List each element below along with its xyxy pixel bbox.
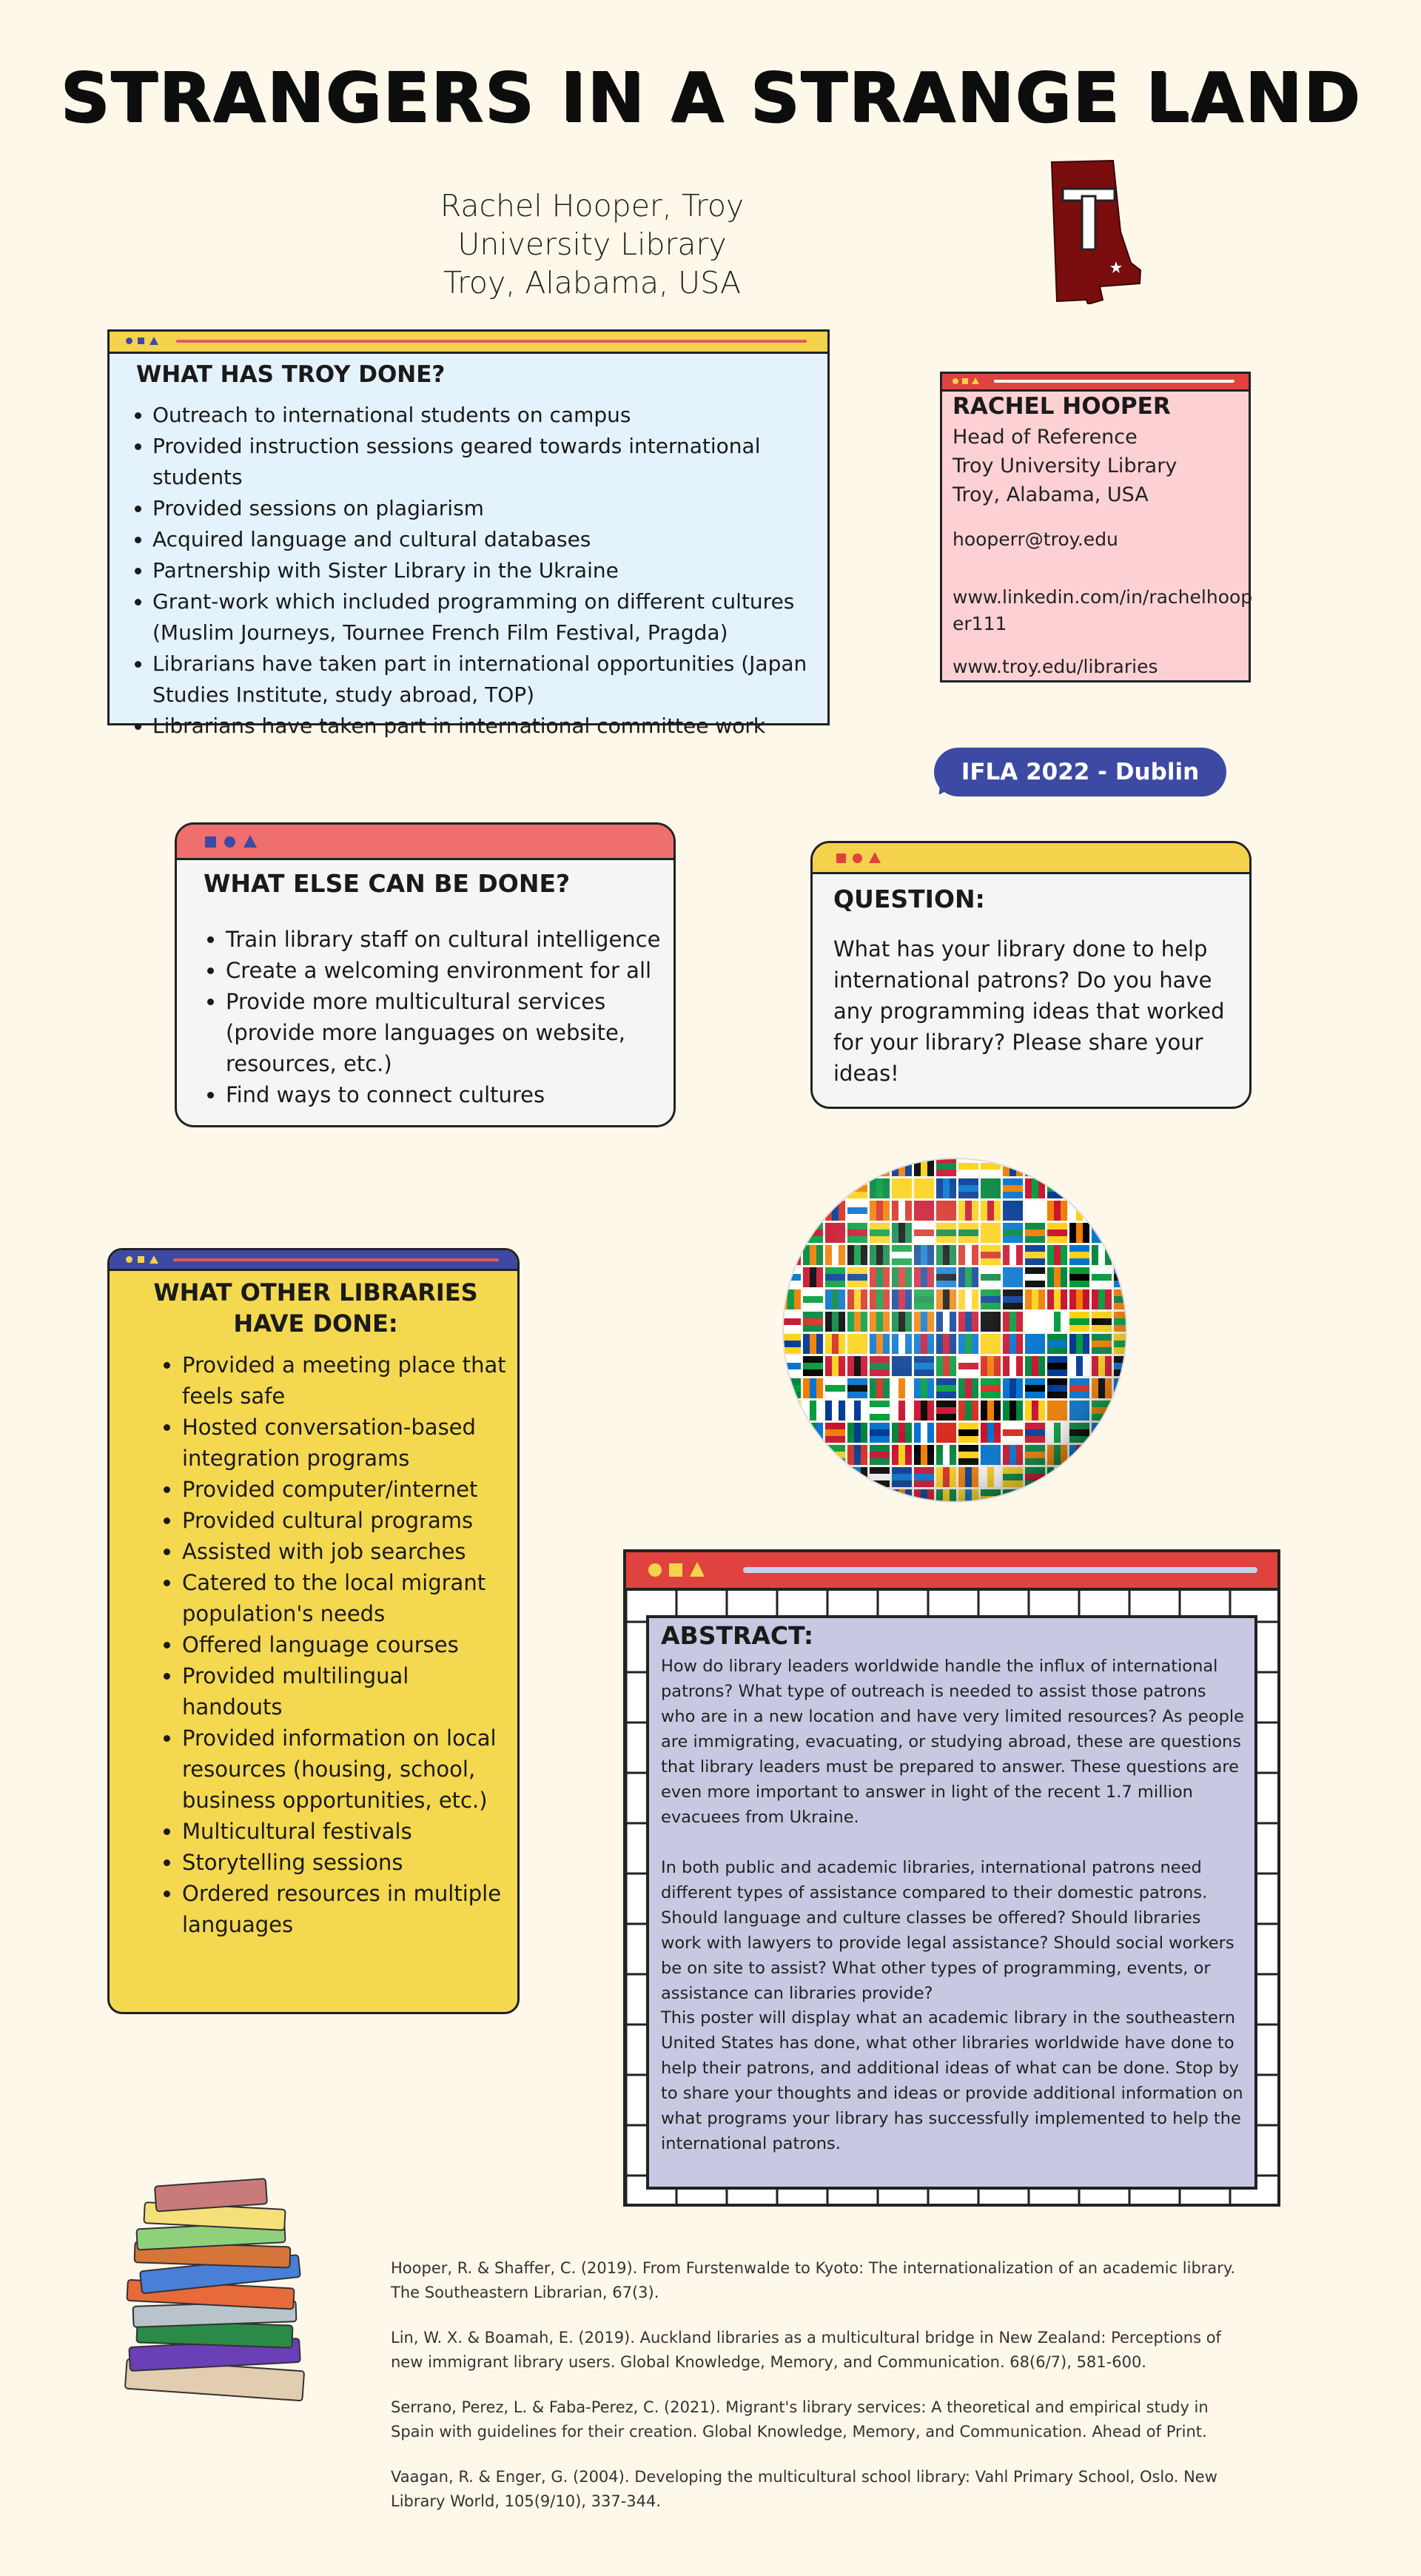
list-item: • Find ways to connect cultures — [226, 1079, 676, 1110]
contact-location: Troy, Alabama, USA — [953, 483, 1149, 506]
window-titlebar — [110, 332, 827, 354]
triangle-icon — [869, 852, 881, 863]
contact-website[interactable]: www.troy.edu/libraries — [953, 656, 1158, 677]
author-block — [400, 187, 785, 302]
titlebar-line — [176, 340, 807, 343]
list-item: • Librarians have taken part in international committee work — [152, 711, 833, 742]
section-heading: WHAT HAS TROY DONE? — [136, 361, 446, 388]
triangle-icon — [150, 337, 158, 345]
titlebar-line — [173, 1258, 499, 1261]
list-item: • Provided a meeting place that feels safe — [182, 1349, 508, 1412]
section-heading: ABSTRACT: — [661, 1621, 814, 1650]
triangle-icon — [972, 378, 979, 384]
list-item: • Partnership with Sister Library in the Ukraine — [152, 555, 833, 586]
heading-line: WHAT OTHER LIBRARIES — [153, 1278, 478, 1307]
list-item: • Provide more multicultural services (provide more languages on website, resources, etc.) — [226, 986, 676, 1079]
section-heading — [110, 1277, 520, 1339]
else-done-list — [205, 924, 676, 1110]
circle-icon — [224, 836, 235, 848]
list-item: • Hosted conversation-based integration programs — [182, 1412, 508, 1474]
abstract-paragraph: This poster will display what an academic library in the southeastern United States has done, what other libraries worldwide have done to help their patrons, and additional ideas of what can be done. Stop by to share your thoughts and ideas or provide additional information on what programs your library has successfully implemented to help the international patrons. — [661, 2008, 1243, 2153]
ifla-badge: IFLA 2022 - Dublin — [934, 748, 1226, 796]
other-libraries-list — [161, 1349, 508, 1940]
section-heading: QUESTION: — [833, 885, 985, 913]
list-item: • Multicultural festivals — [182, 1816, 508, 1847]
list-item: • Storytelling sessions — [182, 1847, 508, 1878]
heading-line: HAVE DONE: — [233, 1309, 398, 1338]
circle-icon — [126, 338, 132, 344]
window-titlebar — [813, 843, 1249, 874]
book-stack-icon — [111, 2161, 326, 2413]
list-item: • Acquired language and cultural databases — [152, 524, 833, 555]
troy-alabama-logo-icon — [1049, 159, 1143, 304]
else-done-panel — [175, 822, 676, 1127]
contact-role: Head of Reference — [953, 426, 1138, 449]
contact-org: Troy University Library — [953, 455, 1178, 477]
list-item: • Assisted with job searches — [182, 1536, 508, 1567]
reference-item: Serrano, Perez, L. & Faba-Perez, C. (2021). Migrant's library services: A theoretical and empirical study in Spain with guidelines for their creation. Global Knowledge, Memory, and Communication. Ahead of Print. — [391, 2398, 1209, 2441]
triangle-icon — [690, 1562, 705, 1577]
window-titlebar — [177, 825, 673, 860]
troy-done-panel — [107, 329, 830, 738]
triangle-icon — [243, 835, 257, 848]
abstract-paragraph: In both public and academic libraries, international patrons need different types of assistance compared to their domestic patrons. Should language and culture classes be offered? Should libraries work with lawyers to provide legal assistance? Should social workers be on site to assist? What other types of programming, events, or assistance can libraries provide? — [661, 1858, 1234, 2003]
window-titlebar — [626, 1552, 1277, 1591]
contact-linkedin-cont[interactable]: er111 — [953, 613, 1007, 634]
square-icon — [836, 853, 846, 863]
square-icon — [669, 1563, 682, 1577]
list-item: • Train library staff on cultural intelligence — [226, 924, 676, 955]
contact-name: RACHEL HOOPER — [953, 393, 1171, 420]
list-item: • Provided information on local resources (housing, school, business opportunities, etc.) — [182, 1723, 508, 1816]
titlebar-line — [743, 1567, 1257, 1573]
flag-globe-icon — [779, 1155, 1131, 1506]
list-item: • Provided sessions on plagiarism — [152, 493, 833, 524]
list-item: • Provided multilingual handouts — [182, 1660, 508, 1723]
author-line: Rachel Hooper, Troy University Library — [440, 188, 745, 262]
list-item: • Ordered resources in multiple languages — [182, 1878, 508, 1940]
square-icon — [962, 378, 968, 384]
list-item: • Offered language courses — [182, 1629, 508, 1660]
question-panel — [810, 841, 1252, 1109]
triangle-icon — [150, 1255, 158, 1264]
abstract-paragraph: How do library leaders worldwide handle the influx of international patrons? What type of outreach is needed to assist those patrons who are in a new location and have very limited resources? As people are immigrating, evacuating, or studying abroad, these are questions that library leaders must be prepared to answer. These questions are even more important to answer in light of the recent 1.7 million evacuees from Ukraine. — [661, 1657, 1244, 1827]
reference-item: Hooper, R. & Shaffer, C. (2019). From Furstenwalde to Kyoto: The internationalization of an academic library. The Southeastern Librarian, 67(3). — [391, 2259, 1236, 2301]
section-heading: WHAT ELSE CAN BE DONE? — [204, 869, 571, 898]
square-icon — [138, 1256, 144, 1263]
list-item: • Provided cultural programs — [182, 1505, 508, 1536]
list-item: • Provided instruction sessions geared towards international students — [152, 431, 833, 493]
other-libraries-panel — [107, 1248, 520, 2014]
reference-item: Lin, W. X. & Boamah, E. (2019). Auckland libraries as a multicultural bridge in New Zealand: Perceptions of new immigrant library users. Global Knowledge, Memory, and Communication. 68(6/7), 581-600. — [391, 2329, 1221, 2371]
abstract-panel — [646, 1615, 1257, 2190]
circle-icon — [853, 853, 862, 863]
list-item: • Catered to the local migrant population's needs — [182, 1567, 508, 1629]
circle-icon — [648, 1563, 662, 1577]
window-titlebar — [110, 1250, 517, 1271]
list-item: • Provided computer/internet — [182, 1474, 508, 1505]
square-icon — [205, 836, 216, 848]
contact-email[interactable]: hooperr@troy.edu — [953, 529, 1118, 550]
reference-item: Vaagan, R. & Enger, G. (2004). Developing the multicultural school library: Vahl Primary School, Oslo. New Library World, 105(9/10), 337-344. — [391, 2468, 1217, 2510]
list-item: • Outreach to international students on campus — [152, 400, 833, 431]
circle-icon — [953, 378, 958, 384]
window-titlebar — [942, 374, 1249, 392]
square-icon — [138, 338, 144, 344]
troy-done-list — [132, 400, 833, 742]
titlebar-line — [994, 380, 1234, 383]
poster-title: STRANGERS IN A STRANGE LAND — [60, 58, 1361, 137]
list-item: • Librarians have taken part in international opportunities (Japan Studies Institute, study abroad, TOP) — [152, 648, 833, 711]
list-item: • Grant-work which included programming on different cultures (Muslim Journeys, Tournee French Film Festival, Pragda) — [152, 586, 833, 648]
contact-linkedin[interactable]: www.linkedin.com/in/rachelhoop — [953, 586, 1253, 608]
circle-icon — [126, 1256, 132, 1263]
author-location: Troy, Alabama, USA — [443, 265, 742, 301]
list-item: • Create a welcoming environment for all — [226, 955, 676, 986]
contact-card — [940, 372, 1251, 682]
question-text: What has your library done to help international patrons? Do you have any programming ideas that worked for your library? Please share your ideas! — [833, 936, 1225, 1086]
